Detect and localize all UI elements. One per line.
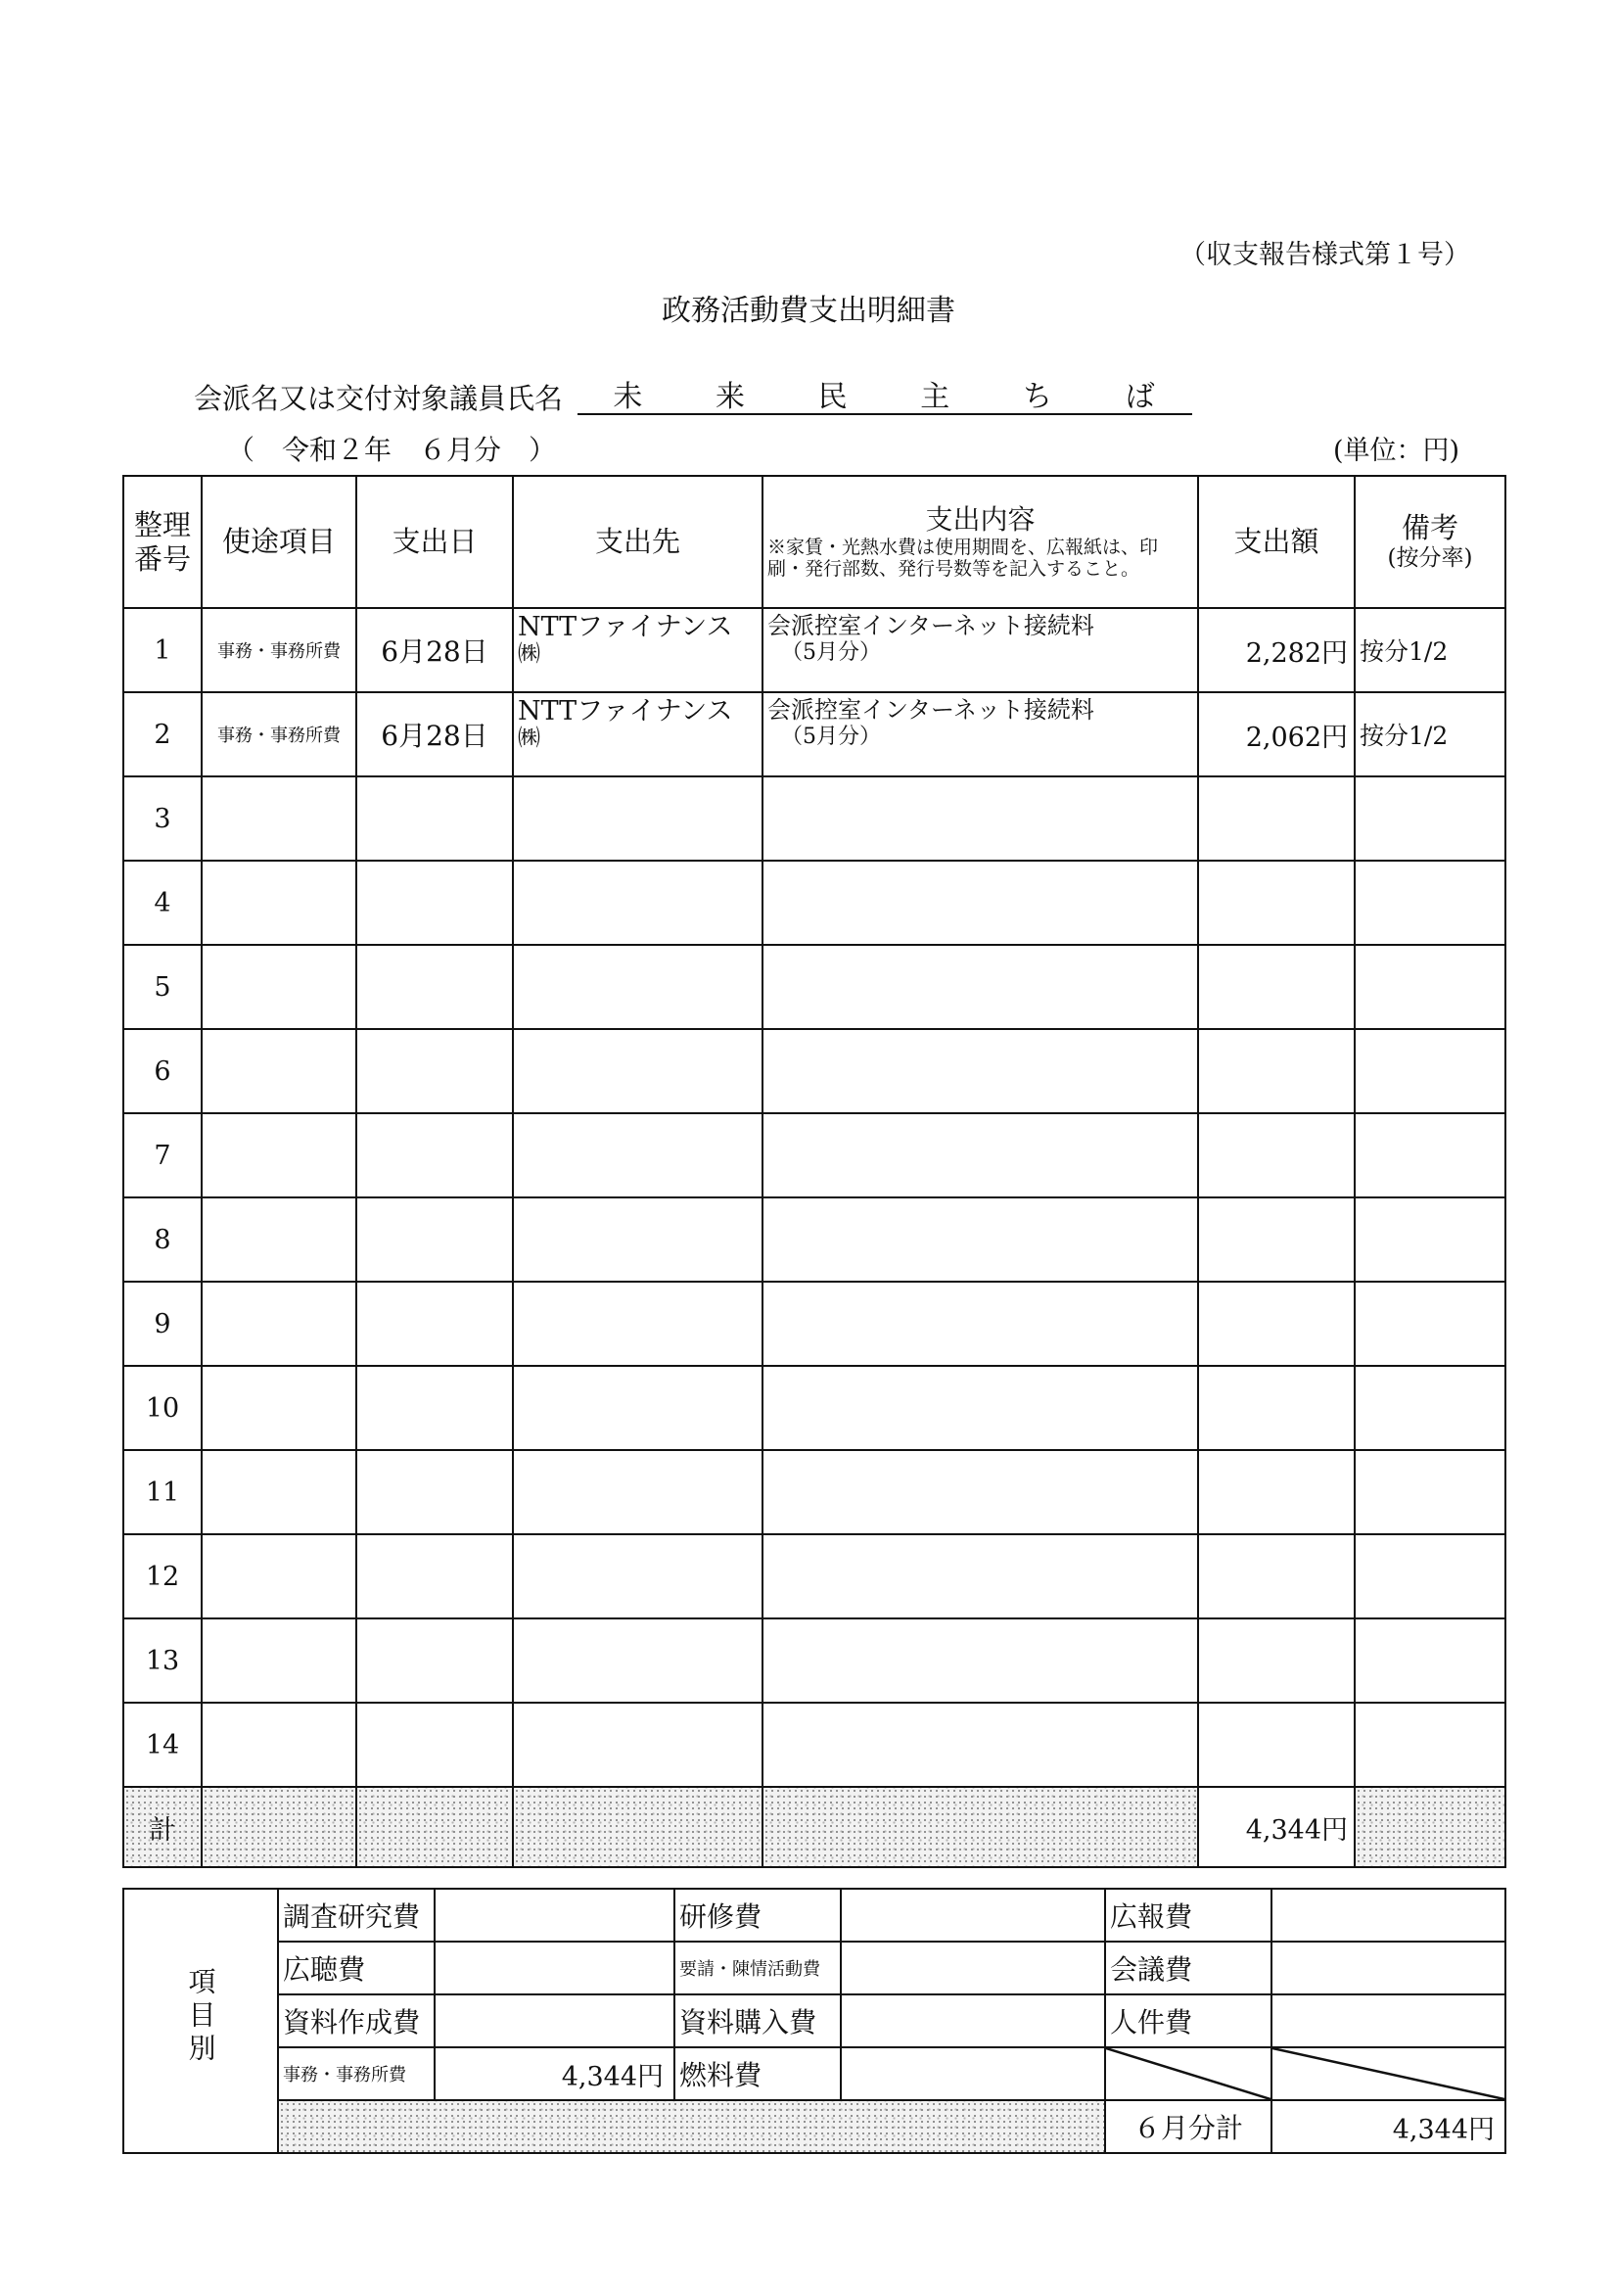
cat-pr-amount: [1271, 1889, 1505, 1942]
total-cell-blank: [1355, 1787, 1505, 1867]
total-cell-blank: [513, 1787, 762, 1867]
row-category: [202, 1618, 356, 1703]
table-row: [123, 776, 1505, 861]
col-content-note: ※家賃・光熱水費は使用期間を、広報紙は、印刷・発行部数、発行号数等を記入すること。: [767, 536, 1159, 581]
row-number: 2: [123, 692, 202, 776]
row-amount: [1198, 1534, 1355, 1618]
table-row: [123, 1450, 1505, 1534]
row-remarks: [1355, 1618, 1505, 1703]
row-amount: [1198, 945, 1355, 1029]
row-content: [762, 1618, 1198, 1703]
category-row: [123, 2100, 1505, 2153]
category-row: [123, 2047, 1505, 2100]
total-cell-blank: [202, 1787, 356, 1867]
cat-office-amount: 4,344円: [435, 2047, 674, 2100]
row-category: [202, 1197, 356, 1282]
col-content: [762, 476, 1198, 608]
row-date: [356, 1029, 513, 1113]
shaded-blank-cell: [278, 2100, 1105, 2153]
row-remarks: [1355, 1703, 1505, 1787]
table-row: [123, 1618, 1505, 1703]
cat-petition-amount: [841, 1942, 1105, 1994]
document-title: 政務活動費支出明細書: [662, 294, 955, 328]
total-label: 計: [123, 1787, 202, 1867]
cat-research-amount: [435, 1889, 674, 1942]
col-payee: 支出先: [513, 476, 762, 608]
row-remarks: [1355, 861, 1505, 945]
col-content-label: 支出内容: [925, 502, 1036, 536]
row-payee-suffix: ㈱: [518, 725, 540, 751]
col-remarks: [1355, 476, 1505, 608]
row-date: [356, 1197, 513, 1282]
row-content: [762, 1029, 1198, 1113]
expense-table: [122, 475, 1506, 1868]
row-content: [762, 1197, 1198, 1282]
cat-documents-label: 資料作成費: [278, 1994, 435, 2047]
table-row: [123, 1029, 1505, 1113]
cat-personnel-amount: [1271, 1994, 1505, 2047]
row-number: 12: [123, 1534, 202, 1618]
table-row: [123, 945, 1505, 1029]
row-number: 9: [123, 1282, 202, 1366]
row-payee: [513, 1534, 762, 1618]
cat-petition-label: 要請・陳情活動費: [674, 1942, 841, 1994]
row-remarks: [1355, 1197, 1505, 1282]
row-remarks: [1355, 1282, 1505, 1366]
table-row: [123, 1703, 1505, 1787]
total-cell-blank: [356, 1787, 513, 1867]
row-date: [356, 1366, 513, 1450]
table-row: [123, 861, 1505, 945]
org-name-char: ば: [1125, 380, 1157, 414]
row-category: [202, 776, 356, 861]
row-payee: [513, 1197, 762, 1282]
row-number: 8: [123, 1197, 202, 1282]
row-number: 5: [123, 945, 202, 1029]
row-payee: [513, 1282, 762, 1366]
table-row: [123, 1366, 1505, 1450]
row-date: 6月28日: [356, 692, 513, 776]
cat-hearing-label: 広聴費: [278, 1942, 435, 1994]
category-table: [122, 1888, 1506, 2154]
category-row: [123, 1942, 1505, 1994]
cat-meeting-amount: [1271, 1942, 1505, 1994]
row-amount: [1198, 1450, 1355, 1534]
cat-meeting-label: 会議費: [1105, 1942, 1271, 1994]
cat-training-amount: [841, 1889, 1105, 1942]
row-content: [762, 945, 1198, 1029]
row-payee: [513, 608, 762, 692]
row-payee: [513, 861, 762, 945]
category-side-label: 項目別: [123, 1889, 278, 2153]
row-remarks: [1355, 945, 1505, 1029]
cat-fuel-amount: [841, 2047, 1105, 2100]
diagonal-cell: [1271, 2047, 1505, 2100]
col-category: 使途項目: [202, 476, 356, 608]
cat-training-label: 研修費: [674, 1889, 841, 1942]
cat-fuel-label: 燃料費: [674, 2047, 841, 2100]
row-content: [762, 861, 1198, 945]
row-category: 事務・事務所費: [202, 692, 356, 776]
row-payee: [513, 1618, 762, 1703]
row-number: 7: [123, 1113, 202, 1197]
row-number: 13: [123, 1618, 202, 1703]
row-amount: [1198, 1618, 1355, 1703]
row-content: [762, 1366, 1198, 1450]
row-category: [202, 861, 356, 945]
col-amount: 支出額: [1198, 476, 1355, 608]
row-date: [356, 1534, 513, 1618]
table-row: [123, 692, 1505, 776]
row-payee: [513, 1113, 762, 1197]
org-name-char: 主: [920, 380, 952, 414]
diagonal-cell: [1105, 2047, 1271, 2100]
row-number: 4: [123, 861, 202, 945]
total-row: [123, 1787, 1505, 1867]
table-body: [123, 608, 1505, 1787]
row-date: [356, 1450, 513, 1534]
row-category: 事務・事務所費: [202, 608, 356, 692]
row-content-month: （5月分）: [781, 724, 881, 749]
row-date: 6月28日: [356, 608, 513, 692]
col-no: 整理番号: [123, 476, 202, 608]
row-remarks: 按分1/2: [1355, 692, 1505, 776]
row-content: [762, 1534, 1198, 1618]
row-date: [356, 945, 513, 1029]
table-row: [123, 1113, 1505, 1197]
row-content: [762, 1282, 1198, 1366]
total-amount: 4,344円: [1198, 1787, 1355, 1867]
row-number: 14: [123, 1703, 202, 1787]
form-number: （収支報告様式第１号）: [1179, 240, 1470, 270]
org-name: [578, 372, 1192, 415]
row-amount: [1198, 1282, 1355, 1366]
category-row: [123, 1994, 1505, 2047]
row-category: [202, 1703, 356, 1787]
row-amount: [1198, 1366, 1355, 1450]
row-remarks: [1355, 1113, 1505, 1197]
cat-materials-label: 資料購入費: [674, 1994, 841, 2047]
org-name-char: 来: [715, 380, 747, 414]
row-amount: [1198, 1029, 1355, 1113]
row-content: [762, 776, 1198, 861]
row-number: 3: [123, 776, 202, 861]
row-date: [356, 1618, 513, 1703]
cat-hearing-amount: [435, 1942, 674, 1994]
row-category: [202, 1282, 356, 1366]
cat-office-label: 事務・事務所費: [278, 2047, 435, 2100]
total-cell-blank: [762, 1787, 1198, 1867]
row-content: [762, 692, 1198, 776]
row-amount: [1198, 776, 1355, 861]
month-total-amount: 4,344円: [1271, 2100, 1505, 2153]
row-remarks: [1355, 1534, 1505, 1618]
org-name-char: 未: [613, 380, 645, 414]
row-payee-suffix: ㈱: [518, 640, 540, 667]
row-category: [202, 945, 356, 1029]
org-label: 会派名又は交付対象議員氏名: [194, 382, 564, 415]
row-category: [202, 1450, 356, 1534]
row-remarks: [1355, 1450, 1505, 1534]
row-payee: [513, 1703, 762, 1787]
row-remarks: [1355, 1366, 1505, 1450]
row-number: 6: [123, 1029, 202, 1113]
row-amount: [1198, 861, 1355, 945]
row-payee: [513, 1450, 762, 1534]
row-number: 1: [123, 608, 202, 692]
row-remarks: [1355, 1029, 1505, 1113]
month-total-label: ６月分計: [1105, 2100, 1271, 2153]
row-date: [356, 1113, 513, 1197]
row-date: [356, 1282, 513, 1366]
cat-documents-amount: [435, 1994, 674, 2047]
cat-materials-amount: [841, 1994, 1105, 2047]
col-date: 支出日: [356, 476, 513, 608]
col-remarks-label: 備考: [1401, 511, 1458, 545]
row-payee-name: NTTファイナンス: [518, 696, 733, 726]
row-content: [762, 1450, 1198, 1534]
row-number: 10: [123, 1366, 202, 1450]
row-date: [356, 776, 513, 861]
row-remarks: 按分1/2: [1355, 608, 1505, 692]
row-remarks: [1355, 776, 1505, 861]
row-content: [762, 608, 1198, 692]
cat-personnel-label: 人件費: [1105, 1994, 1271, 2047]
row-category: [202, 1113, 356, 1197]
row-payee: [513, 1029, 762, 1113]
table-row: [123, 1534, 1505, 1618]
table-row: [123, 608, 1505, 692]
row-payee: [513, 692, 762, 776]
table-row: [123, 1197, 1505, 1282]
row-category: [202, 1366, 356, 1450]
table-row: [123, 1282, 1505, 1366]
row-amount: [1198, 1113, 1355, 1197]
row-payee-name: NTTファイナンス: [518, 612, 733, 642]
row-payee: [513, 945, 762, 1029]
row-date: [356, 861, 513, 945]
row-amount: 2,062円: [1198, 692, 1355, 776]
row-content: [762, 1703, 1198, 1787]
row-date: [356, 1703, 513, 1787]
row-category: [202, 1029, 356, 1113]
row-content-text: 会派控室インターネット接続料: [767, 612, 1094, 639]
row-amount: [1198, 1703, 1355, 1787]
row-payee: [513, 1366, 762, 1450]
row-category: [202, 1534, 356, 1618]
row-content-text: 会派控室インターネット接続料: [767, 696, 1094, 724]
org-name-char: ち: [1022, 380, 1054, 414]
table-header-row: [123, 476, 1505, 608]
unit-label: (単位：円): [1333, 436, 1460, 466]
cat-pr-label: 広報費: [1105, 1889, 1271, 1942]
row-amount: [1198, 1197, 1355, 1282]
category-row: [123, 1889, 1505, 1942]
row-number: 11: [123, 1450, 202, 1534]
org-name-char: 民: [817, 380, 850, 414]
row-content: [762, 1113, 1198, 1197]
row-amount: 2,282円: [1198, 608, 1355, 692]
col-remarks-sub: (按分率): [1387, 545, 1473, 572]
row-payee: [513, 776, 762, 861]
period: （ 令和２年 ６月分 ）: [227, 434, 557, 466]
cat-research-label: 調査研究費: [278, 1889, 435, 1942]
row-content-month: （5月分）: [781, 639, 881, 665]
